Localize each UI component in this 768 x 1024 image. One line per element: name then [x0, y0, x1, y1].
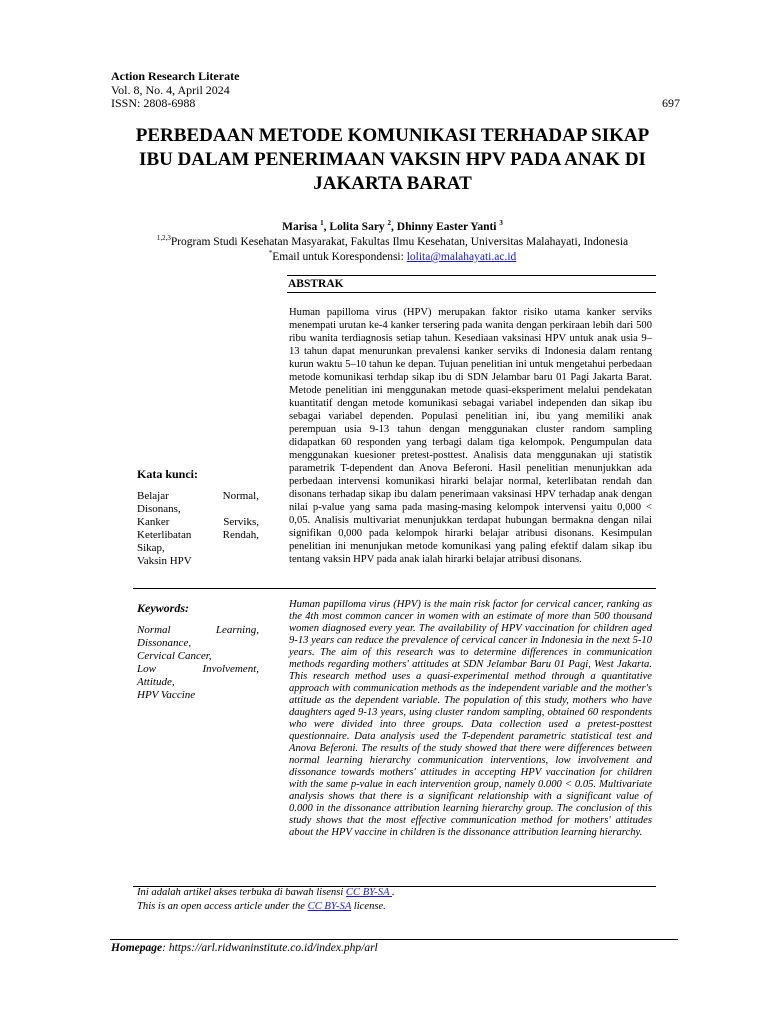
- keywords-heading: Keywords:: [137, 601, 189, 615]
- keyword-item: HPV Vaccine: [137, 689, 196, 701]
- keyword-item: Belajar Normal,: [137, 490, 259, 502]
- keyword-item: Cervical Cancer,: [137, 650, 212, 662]
- license-en: [137, 901, 386, 912]
- footer-rule: [110, 939, 678, 940]
- author-sup: 3: [499, 219, 503, 227]
- author-name: Lolita Sary: [329, 221, 385, 233]
- keywords-list: [137, 624, 259, 702]
- keyword-item: Kanker Serviks,: [137, 516, 259, 528]
- keyword-item: Low Involvement,: [137, 663, 259, 675]
- homepage: [111, 942, 378, 954]
- author-name: Dhinny Easter Yanti: [396, 221, 497, 233]
- abstract-en-text: Human papilloma virus (HPV) is the main risk factor for cervical cancer, ranking as the 4th most common cancer in women with an estimate of more than 500 thousand women diagnosed every year. The availability of HPV vaccination for children aged 9-13 years can reduce the prevalence of cervical cancer in Indonesia in the next 5-10 years. The aim of this research was to determine differences in communication methods regarding mothers' attitudes at SDN Jelambar Baru 01 Pagi, West Jakarta. This research method uses a quasi-experimental method through a quantitative approach with communication methods as the independent variable and the mother's attitude as the dependent variable. The population of this study, mothers who have daughters aged 9-13 years, using cluster random sampling, obtained 60 respondents who were divided into three groups. Data collection used a pretest-posttest questionnaire. Data analysis used the T-dependent parametric statistical test and Anova Beferoni. The results of the study showed that there were differences between normal learning hierarchy communication interventions, low involvement and dissonance towards mothers' attitudes in accepting HPV vaccination for children with the same p-value in each intervention group, namely 0.000 < 0.05. Multivariate analysis shows that there is a significant relationship with a significant value of 0.000 in the dissonance attribution learning hierarchy group. The conclusion of this study shows that the most effective communication method for mothers' attitudes about the HPV vaccine in children is the dissonance attribution learning hierarchy.: [289, 599, 652, 838]
- license-en-link[interactable]: CC BY-SA: [307, 901, 352, 912]
- kata-kunci-list: [137, 490, 259, 568]
- page-number: 697: [662, 96, 680, 110]
- kata-kunci-heading: Kata kunci:: [137, 467, 199, 481]
- section-divider: [133, 588, 656, 589]
- abstrak-heading: ABSTRAK: [288, 278, 344, 290]
- keyword-item: Dissonance,: [137, 637, 192, 649]
- article-title: [100, 124, 685, 196]
- license-en-suffix: license.: [351, 901, 386, 912]
- abstrak-top-rule: [287, 275, 656, 276]
- author-name: Marisa: [282, 221, 318, 233]
- affiliation-text: Program Studi Kesehatan Masyarakat, Fakultas Ilmu Kesehatan, Universitas Malahayati, Indonesia: [170, 236, 629, 248]
- license-en-prefix: This is an open access article under the: [137, 901, 308, 912]
- affiliation: [100, 234, 685, 248]
- journal-name: Action Research Literate: [111, 69, 240, 83]
- license-id: [137, 887, 395, 898]
- email-sup: *: [268, 249, 273, 257]
- title-line: IBU DALAM PENERIMAAN VAKSIN HPV PADA ANAK DI: [139, 149, 646, 170]
- keyword-item: Normal Learning,: [137, 624, 259, 636]
- keyword-item: Vaksin HPV: [137, 555, 192, 567]
- journal-issn: ISSN: 2808-6988: [111, 96, 196, 110]
- email-label: Email untuk Korespondensi:: [272, 251, 407, 263]
- correspondence-email: [100, 249, 685, 263]
- homepage-sep: :: [162, 942, 169, 954]
- license-id-prefix: Ini adalah artikel akses terbuka di bawah lisensi: [137, 887, 346, 898]
- keyword-item: Attitude,: [137, 676, 175, 688]
- author-list: Marisa $^1$, Lolita Sary $^2$, Dhinny Easter Yanti $^3$: [282, 219, 503, 233]
- email-link[interactable]: lolita@malahayati.ac.id: [406, 251, 517, 263]
- journal-volume: Vol. 8, No. 4, April 2024: [111, 83, 230, 97]
- homepage-url[interactable]: https://arl.ridwaninstitute.co.id/index.php/arl: [168, 942, 378, 954]
- author-sup: 1: [320, 219, 324, 227]
- author-sup: 2: [387, 219, 392, 227]
- affiliation-sup: 1,2,3: [156, 234, 171, 242]
- keyword-item: Sikap,: [137, 542, 165, 554]
- title-line: PERBEDAAN METODE KOMUNIKASI TERHADAP SIKAP: [135, 125, 650, 146]
- keyword-item: Keterlibatan Rendah,: [137, 529, 259, 541]
- keyword-item: Disonans,: [137, 503, 181, 515]
- license-id-link[interactable]: CC BY-SA: [345, 887, 393, 898]
- abstrak-bottom-rule: [287, 292, 656, 293]
- title-line: JAKARTA BARAT: [313, 173, 472, 194]
- homepage-label: Homepage: [111, 942, 163, 954]
- license-id-suffix: .: [392, 887, 395, 898]
- abstrak-text: Human papilloma virus (HPV) merupakan faktor risiko utama kanker serviks menempati urutan ke-4 kanker tersering pada wanita dengan perkiraan lebih dari 500 ribu wanita terdiagnosis setiap tahun. Kesediaan vaksinasi HPV untuk anak usia 9–13 tahun dapat menurunkan prevalensi kanker serviks di Indonesia dalam rentang kurun waktu 5–10 tahun ke depan. Tujuan penelitian ini untuk mengetahui perbedaan metode komunikasi terhdap sikap ibu di SDN Jelambar baru 01 Pagi Jakarta Barat. Metode penelitian ini menggunakan metode quasi-eksperiment melalui pendekatan kuantitatif dengan metode komunikasi sebagai variabel independen dan sikap ibu sebagai variabel dependen. Populasi penelitian ini, ibu yang memiliki anak perempuan usia 9-13 tahun dengan menggunakan cluster random sampling didapatkan 60 responden yang terbagi dalam tiga kelompok. Pengumpulan data menggunakan kuesioner pretest-posttest. Analisis data menggunakan uji statistik parametrik T-dependent dan Anova Beferoni. Hasil penelitian menunjukkan ada perbedaan intervensi komunikasi hirarki belajar normal, keterlibatan rendah dan disonans terhadap sikap ibu dalam penerimaan vaksinasi HPV terhadap anak dengan nilai p-value yang sama pada masing-masing kelompok intervensi yaitu 0,000 < 0,05. Analisis multivariat menunjukkan terdapat hubungan bermakna dengan nilai signifikan 0,000 pada kelompok hirarki belajar atribusi disonans. Kesimpulan penelitian ini menunjukan metode komunikasi yang paling efektif dalam sikap ibu tentang vaksin HPV pada anak ialah hirarki belajar atribusi disonans.: [289, 307, 652, 565]
